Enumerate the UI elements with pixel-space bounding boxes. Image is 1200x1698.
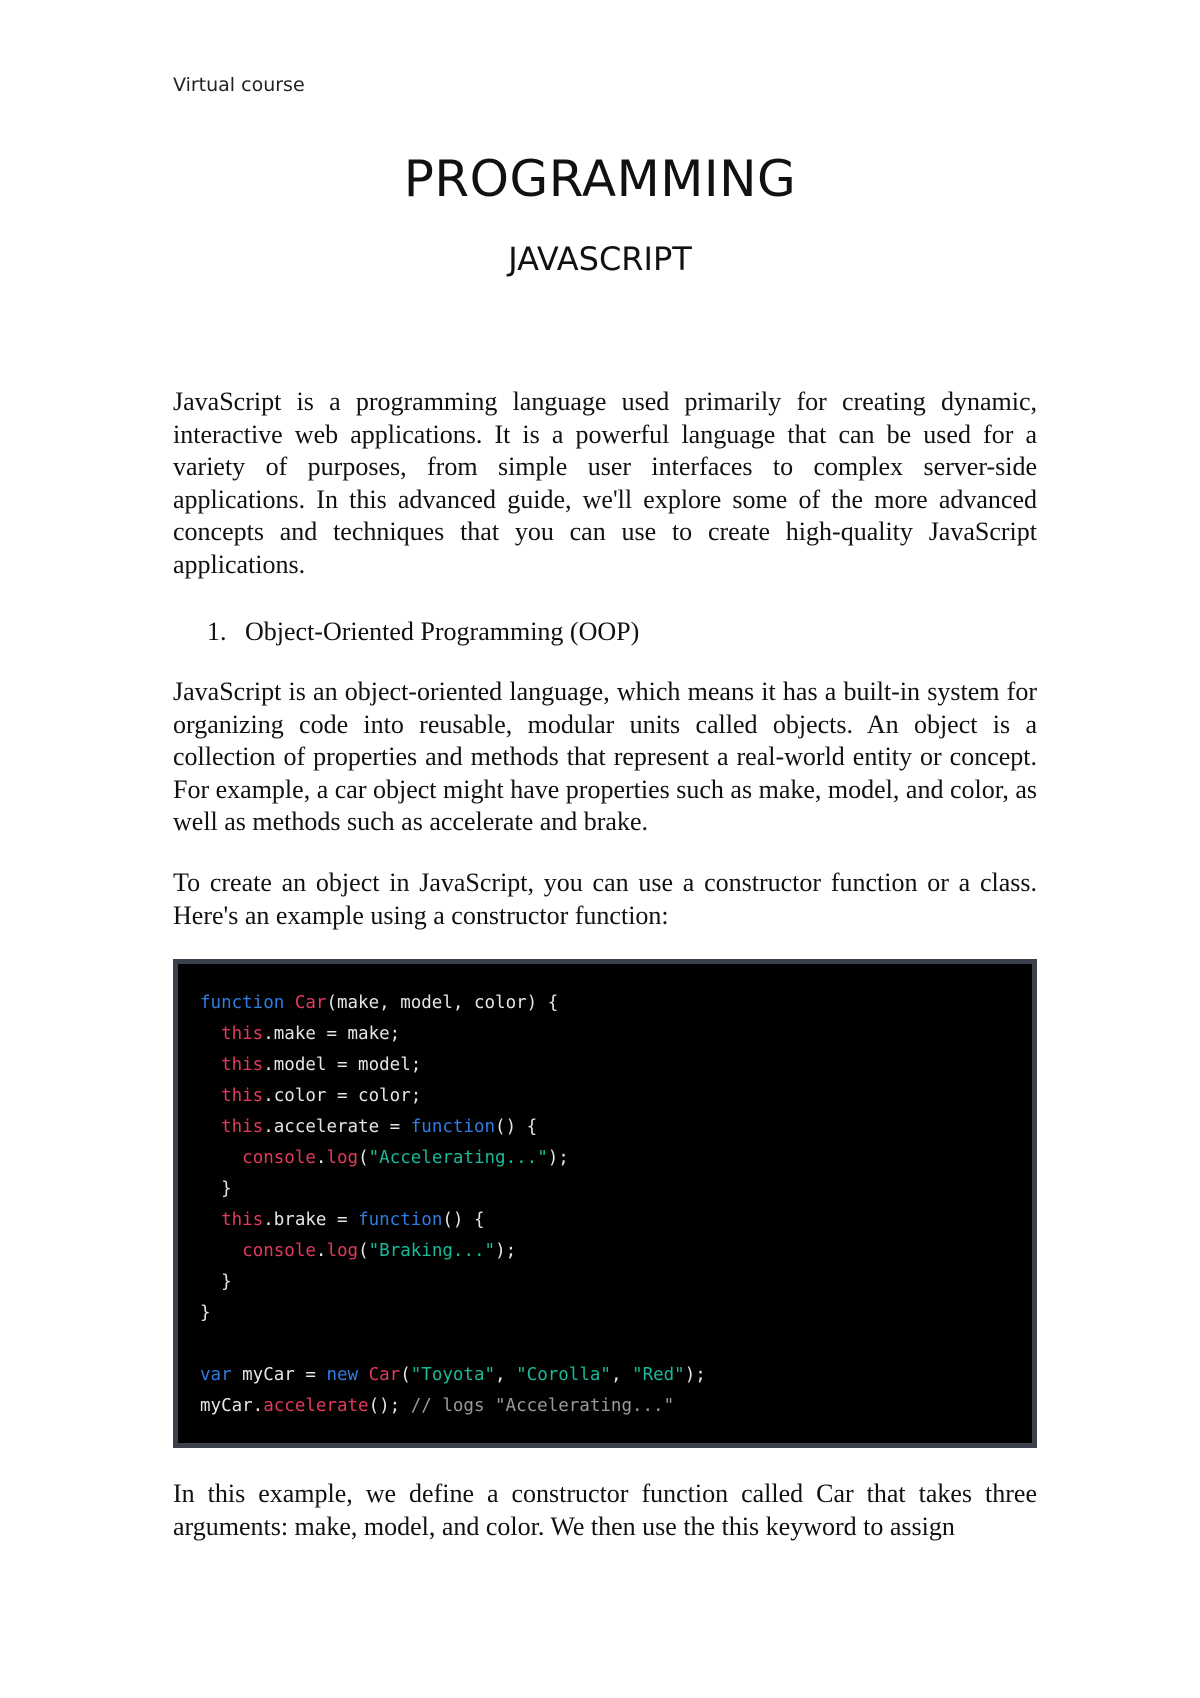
code-block (173, 959, 1037, 1448)
page-subtitle: JAVASCRIPT (508, 240, 692, 278)
code-line: } (200, 1303, 211, 1323)
page-title: PROGRAMMING (403, 150, 797, 208)
code-line: this.accelerate = function() { (221, 1117, 538, 1137)
code-line: this.color = color; (221, 1086, 422, 1106)
section-number: 1. (207, 617, 227, 646)
code-line: var myCar = new Car("Toyota", "Corolla", "Red"); (200, 1365, 706, 1385)
code-line: this.make = make; (221, 1024, 401, 1044)
code-line: this.brake = function() { (221, 1210, 485, 1230)
section-heading (207, 616, 639, 649)
code-line: } (200, 1179, 232, 1199)
code-line: console.log("Accelerating..."); (242, 1148, 569, 1168)
code-line: } (200, 1272, 232, 1292)
code-line: myCar.accelerate(); // logs "Accelerating..." (200, 1396, 675, 1416)
header-label: Virtual course (173, 74, 305, 96)
closing-paragraph: In this example, we define a constructor function called Car that takes three arguments: make, model, and color. We then use the this keyword to assign (173, 1479, 1037, 1541)
code-line: console.log("Braking..."); (242, 1241, 517, 1261)
intro-paragraph: JavaScript is a programming language used primarily for creating dynamic, interactive web applications. It is a powerful language that can be used for a variety of purposes, from simple user interfaces to complex server-side applications. In this advanced guide, we'll explore some of the more advanced concepts and techniques that you can use to create high-quality JavaScript applications. (173, 387, 1037, 579)
oop-paragraph: JavaScript is an object-oriented language, which means it has a built-in system for organizing code into reusable, modular units called objects. An object is a collection of properties and methods that represent a real-world entity or concept. For example, a car object might have properties such as make, model, and color, as well as methods such as accelerate and brake. (173, 677, 1037, 836)
code-line: this.model = model; (221, 1055, 422, 1075)
code-line: function Car(make, model, color) { (200, 993, 559, 1013)
constructor-paragraph: To create an object in JavaScript, you can use a constructor function or a class. Here's an example using a constructor function: (173, 868, 1037, 930)
section-title: Object-Oriented Programming (OOP) (245, 617, 640, 646)
